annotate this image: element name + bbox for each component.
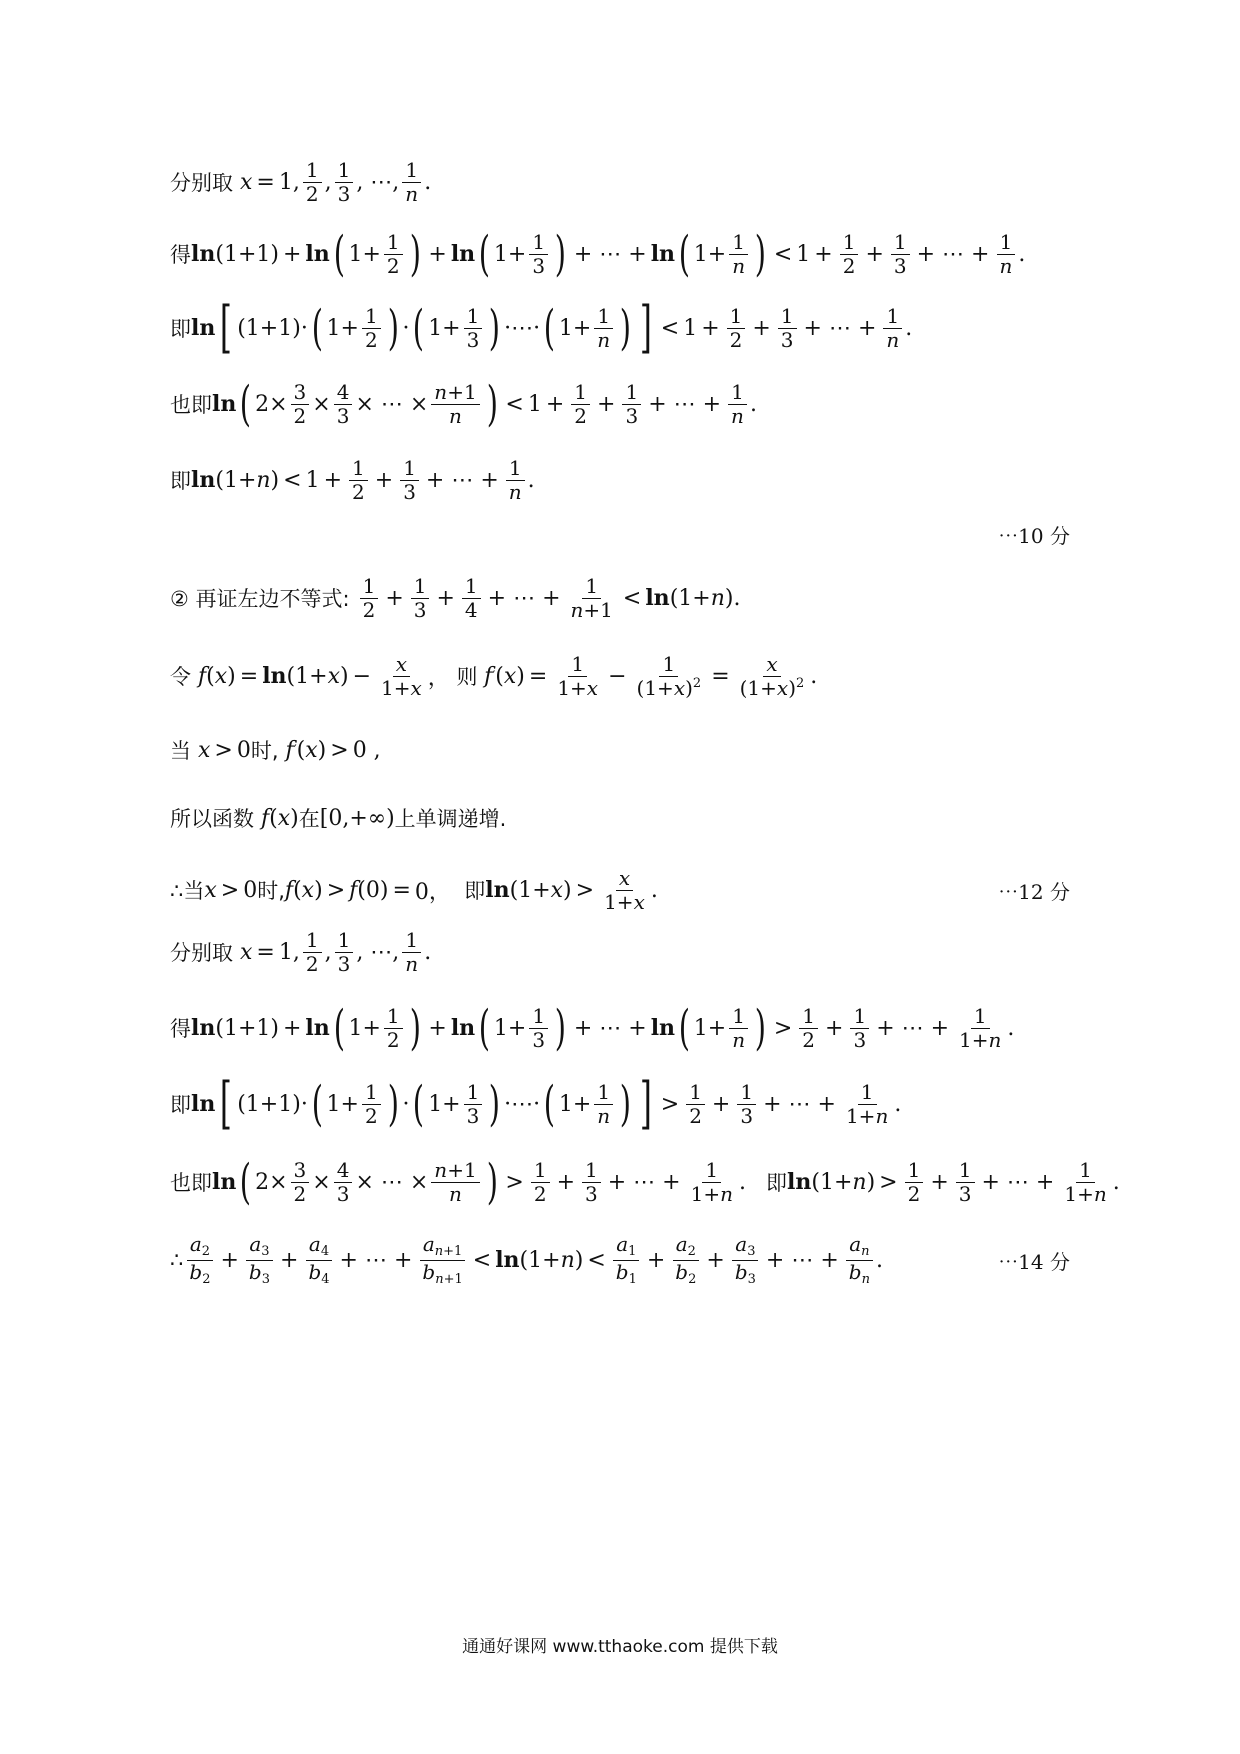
proof-line-3: 即 ln [ (1+1)· ( 1+ $\frac{1}{2}$ ) · ( 1+ $\frac{1}{3}$ ) ·⋯· ( 1+ $\frac{1}{n}$ ) ] < 1 + $\frac{1}{2}$ + $\frac{1}{3}$ + ⋯ + $\frac{1}{n}$ .	[170, 295, 913, 360]
proof-line-10: ∴当 x > 0 时, f ( x ) > f (0) = 0， 即 ln (1+ x ) > $\frac{x}{1+x}$ .	[170, 865, 658, 914]
proof-line-1: 分别取 x = 1, $\frac{1}{2}$ , $\frac{1}{3}$ , ⋯, $\frac{1}{n}$ .	[170, 157, 432, 206]
footer-source: 通通好课网 www.tthaoke.com 提供下载	[462, 1637, 778, 1657]
proof-line-15: ∴ $\frac{a_2}{b_2}$ + $\frac{a_3}{b_3}$ + $\frac{a_4}{b_4}$ + ⋯ + $\frac{a_{n+1}}{b_{n+1}}$ < ln (1+ n ) < $\frac{a_1}{b_1}$ + $\frac{a_2}{b_2}$ + $\frac{a_3}{b_3}$ + ⋯ + $\frac{a_n}{b_n}$ .	[170, 1231, 883, 1287]
proof-line-9: 所以函数 f ( x ) 在 [0,+∞) 上单调递增.	[170, 805, 507, 831]
proof-line-6: ② 再证左边不等式: $\frac{1}{2}$ + $\frac{1}{3}$ + $\frac{1}{4}$ + ⋯ + $\frac{1}{n+1}$ < ln (1+ n ).	[170, 573, 741, 622]
proof-line-11: 分别取 x = 1, $\frac{1}{2}$ , $\frac{1}{3}$ , ⋯, $\frac{1}{n}$ .	[170, 927, 432, 976]
proof-line-12: 得 ln (1+1) + ln ( 1+ $\frac{1}{2}$ ) + ln ( 1+ $\frac{1}{3}$ ) + ⋯ + ln ( 1+ $\frac{1}{n}$ ) > $\frac{1}{2}$ + $\frac{1}{3}$ + ⋯ + $\frac{1}{1+n}$ .	[170, 1000, 1015, 1056]
proof-line-14: 也即 ln ( 2× $\frac{3}{2}$ × $\frac{4}{3}$ × ⋯ × $\frac{n+1}{n}$ ) > $\frac{1}{2}$ + $\frac{1}{3}$ + ⋯ + $\frac{1}{1+n}$ . 即 ln (1+ n ) > $\frac{1}{2}$ + $\frac{1}{3}$ + ⋯ + $\frac{1}{1+n}$ .	[170, 1154, 1120, 1210]
proof-line-8: 当 x > 0 时, f ′ ( x ) > 0 ,	[170, 737, 381, 763]
proof-line-13: 即 ln [ (1+1)· ( 1+ $\frac{1}{2}$ ) · ( 1+ $\frac{1}{3}$ ) ·⋯· ( 1+ $\frac{1}{n}$ ) ] > $\frac{1}{2}$ + $\frac{1}{3}$ + ⋯ + $\frac{1}{1+n}$ .	[170, 1071, 902, 1136]
proof-line-4: 也即 ln ( 2× $\frac{3}{2}$ × $\frac{4}{3}$ × ⋯ × $\frac{n+1}{n}$ ) < 1 + $\frac{1}{2}$ + $\frac{1}{3}$ + ⋯ + $\frac{1}{n}$ .	[170, 376, 757, 432]
score-14: ⋯14 分	[998, 1250, 1070, 1274]
score-10: ⋯10 分	[998, 524, 1070, 548]
proof-line-2: 得 ln (1+1) + ln ( 1+ $\frac{1}{2}$ ) + ln ( 1+ $\frac{1}{3}$ ) + ⋯ + ln ( 1+ $\frac{1}{n}$ ) < 1 + $\frac{1}{2}$ + $\frac{1}{3}$ + ⋯ + $\frac{1}{n}$ .	[170, 226, 1026, 282]
proof-line-5: 即 ln (1+ n ) < 1 + $\frac{1}{2}$ + $\frac{1}{3}$ + ⋯ + $\frac{1}{n}$ .	[170, 455, 535, 504]
score-12: ⋯12 分	[998, 880, 1070, 904]
proof-line-7: 令 f ( x ) = ln (1+ x ) − $\frac{x}{1+x}$ ， 则 f ′ ( x ) = $\frac{1}{1+x}$ − $\frac{1}{(1+x)^2}$ = $\frac{x}{(1+x)^2}$ .	[170, 651, 818, 700]
